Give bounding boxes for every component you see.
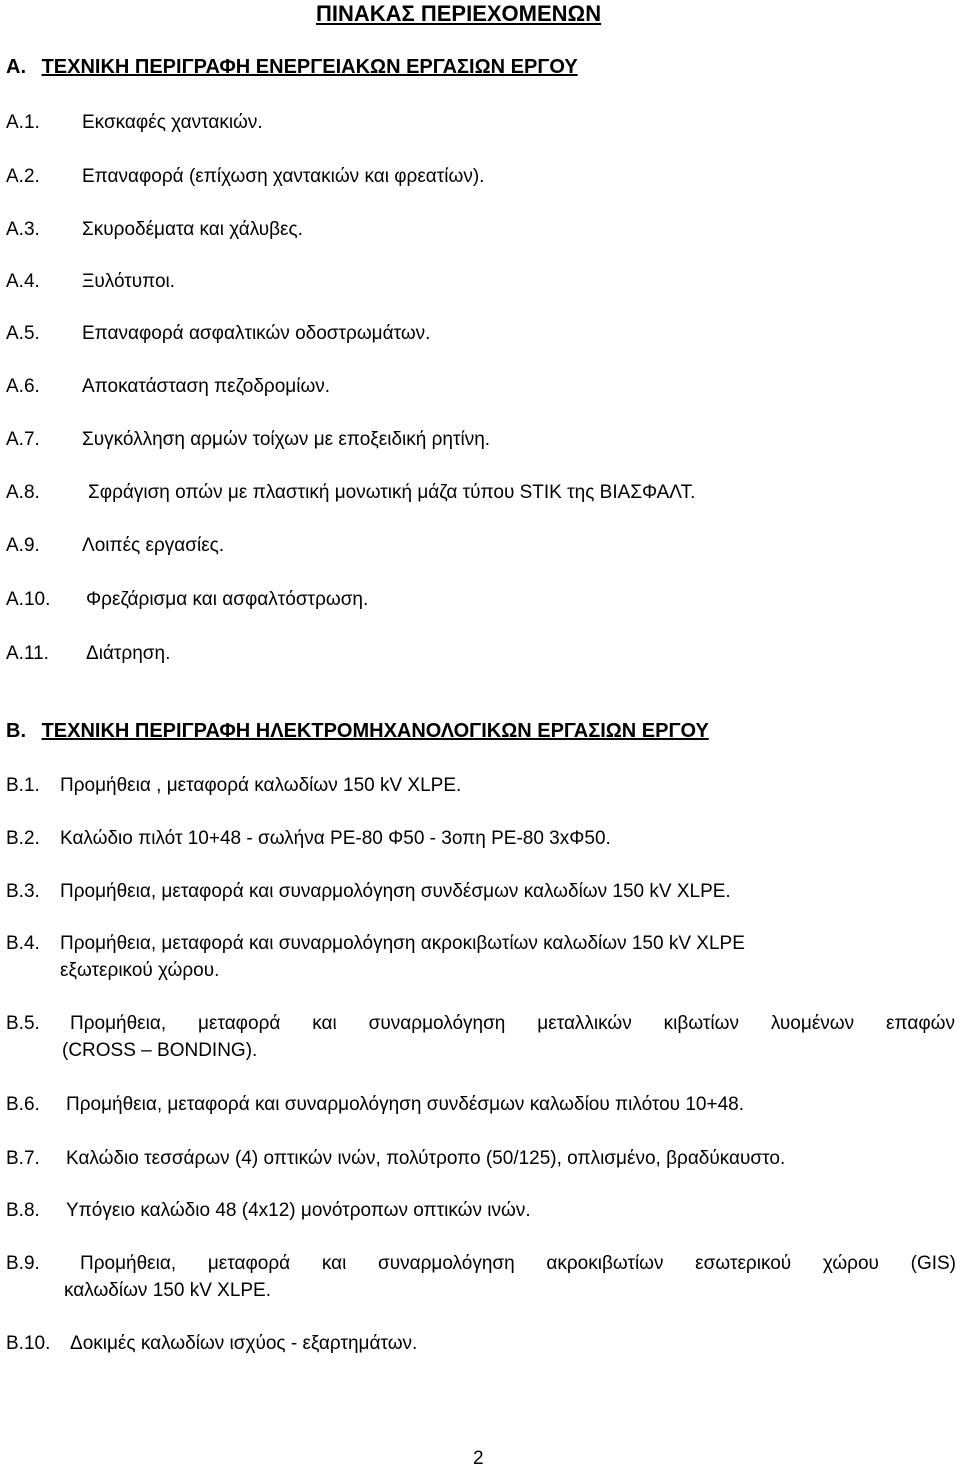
- item-a10-number: Α.10.: [6, 589, 51, 610]
- item-b5-line1-wrap: [70, 1013, 955, 1036]
- page-title: ΠΙΝΑΚΑΣ ΠΕΡΙΕΧΟΜΕΝΩΝ: [316, 1, 602, 26]
- item-b7-text: Καλώδιο τεσσάρων (4) οπτικών ινών, πολύτροπο (50/125), οπλισμένο, βραδύκαυστο.: [66, 1148, 786, 1169]
- item-a7-number: Α.7.: [6, 429, 40, 450]
- item-a5-text: Επαναφορά ασφαλτικών οδοστρωμάτων.: [82, 323, 431, 344]
- item-a11-number: Α.11.: [6, 643, 49, 664]
- item-b5-line1: Προμήθεια, μεταφορά και συναρμολόγηση μεταλλικών κιβωτίων λυομένων επαφών: [70, 1013, 955, 1034]
- item-b10-number: Β.10.: [6, 1333, 51, 1354]
- item-b5-number: Β.5.: [6, 1013, 40, 1034]
- item-b9-line2: καλωδίων 150 kV XLPE.: [64, 1280, 272, 1301]
- item-b9-line1-wrap: [80, 1253, 956, 1276]
- item-a8-number: Α.8.: [6, 482, 40, 503]
- item-b2-number: Β.2.: [6, 828, 40, 849]
- item-b6-text: Προμήθεια, μεταφορά και συναρμολόγηση συνδέσμων καλωδίου πιλότου 10+48.: [66, 1094, 744, 1115]
- item-a3-text: Σκυροδέματα και χάλυβες.: [82, 219, 303, 240]
- item-a1-number: Α.1.: [6, 112, 40, 133]
- item-b7-number: Β.7.: [6, 1148, 40, 1169]
- section-a-title: ΤΕΧΝΙΚΗ ΠΕΡΙΓΡΑΦΗ ΕΝΕΡΓΕΙΑΚΩΝ ΕΡΓΑΣΙΩΝ ΕΡΓΟΥ: [41, 56, 578, 78]
- item-a3-number: Α.3.: [6, 219, 40, 240]
- item-b4-line1: Προμήθεια, μεταφορά και συναρμολόγηση ακροκιβωτίων καλωδίων 150 kV XLPE: [60, 933, 745, 954]
- item-b3: [6, 881, 731, 904]
- item-b1-number: Β.1.: [6, 775, 40, 796]
- section-b-title: ΤΕΧΝΙΚΗ ΠΕΡΙΓΡΑΦΗ ΗΛΕΚΤΡΟΜΗΧΑΝΟΛΟΓΙΚΩΝ ΕΡΓΑΣΙΩΝ ΕΡΓΟΥ: [41, 720, 709, 742]
- item-b5-line2: (CROSS – BONDING).: [62, 1040, 258, 1061]
- item-a6-number: Α.6.: [6, 376, 40, 397]
- item-a2-text: Επαναφορά (επίχωση χαντακιών και φρεατίων).: [82, 166, 485, 187]
- item-a6-text: Αποκατάσταση πεζοδρομίων.: [82, 376, 331, 397]
- item-a9-number: Α.9.: [6, 535, 40, 556]
- section-a-letter: Α.: [6, 56, 26, 78]
- item-b4-number: Β.4.: [6, 933, 40, 954]
- item-b10: [6, 1333, 417, 1356]
- item-a1-text: Εκσκαφές χαντακιών.: [82, 112, 263, 133]
- item-b6-number: Β.6.: [6, 1094, 40, 1115]
- item-b8: [6, 1200, 531, 1223]
- item-b9-line1: Προμήθεια, μεταφορά και συναρμολόγηση ακροκιβωτίων εσωτερικού χώρου (GIS): [80, 1253, 956, 1274]
- item-b4: [6, 933, 745, 956]
- item-b3-number: Β.3.: [6, 881, 40, 902]
- item-b1: [6, 775, 461, 798]
- item-a4-number: Α.4.: [6, 271, 40, 292]
- item-a2-number: Α.2.: [6, 166, 40, 187]
- item-b10-text: Δοκιμές καλωδίων ισχύος - εξαρτημάτων.: [70, 1333, 418, 1354]
- item-a10-text: Φρεζάρισμα και ασφαλτόστρωση.: [86, 589, 369, 610]
- section-a-heading: [6, 55, 578, 79]
- item-a9-text: Λοιπές εργασίες.: [82, 535, 225, 556]
- item-b7: [6, 1148, 785, 1171]
- section-b-heading: [6, 719, 709, 743]
- item-a7-text: Συγκόλληση αρμών τοίχων με εποξειδική ρητίνη.: [82, 429, 491, 450]
- item-b2: [6, 828, 611, 851]
- item-b1-text: Προμήθεια , μεταφορά καλωδίων 150 kV XLPE.: [60, 775, 462, 796]
- item-b2-text: Καλώδιο πιλότ 10+48 - σωλήνα PE-80 Φ50 - 3οπη PE-80 3xΦ50.: [60, 828, 611, 849]
- item-b8-number: Β.8.: [6, 1200, 40, 1221]
- item-b9-number: Β.9.: [6, 1253, 40, 1274]
- page-number: 2: [473, 1448, 484, 1469]
- item-a5-number: Α.5.: [6, 323, 40, 344]
- item-b3-text: Προμήθεια, μεταφορά και συναρμολόγηση συνδέσμων καλωδίων 150 kV XLPE.: [60, 881, 731, 902]
- item-b8-text: Υπόγειο καλώδιο 48 (4x12) μονότροπων οπτικών ινών.: [66, 1200, 531, 1221]
- item-b4-line2: εξωτερικού χώρου.: [60, 960, 220, 981]
- item-b6: [6, 1094, 744, 1117]
- section-b-letter: Β.: [6, 720, 26, 742]
- item-a8-text: Σφράγιση οπών με πλαστική μονωτική μάζα τύπου STIK της ΒΙΑΣΦΑΛΤ.: [88, 482, 696, 503]
- item-a4-text: Ξυλότυποι.: [82, 271, 176, 292]
- item-a11-text: Διάτρηση.: [86, 643, 171, 664]
